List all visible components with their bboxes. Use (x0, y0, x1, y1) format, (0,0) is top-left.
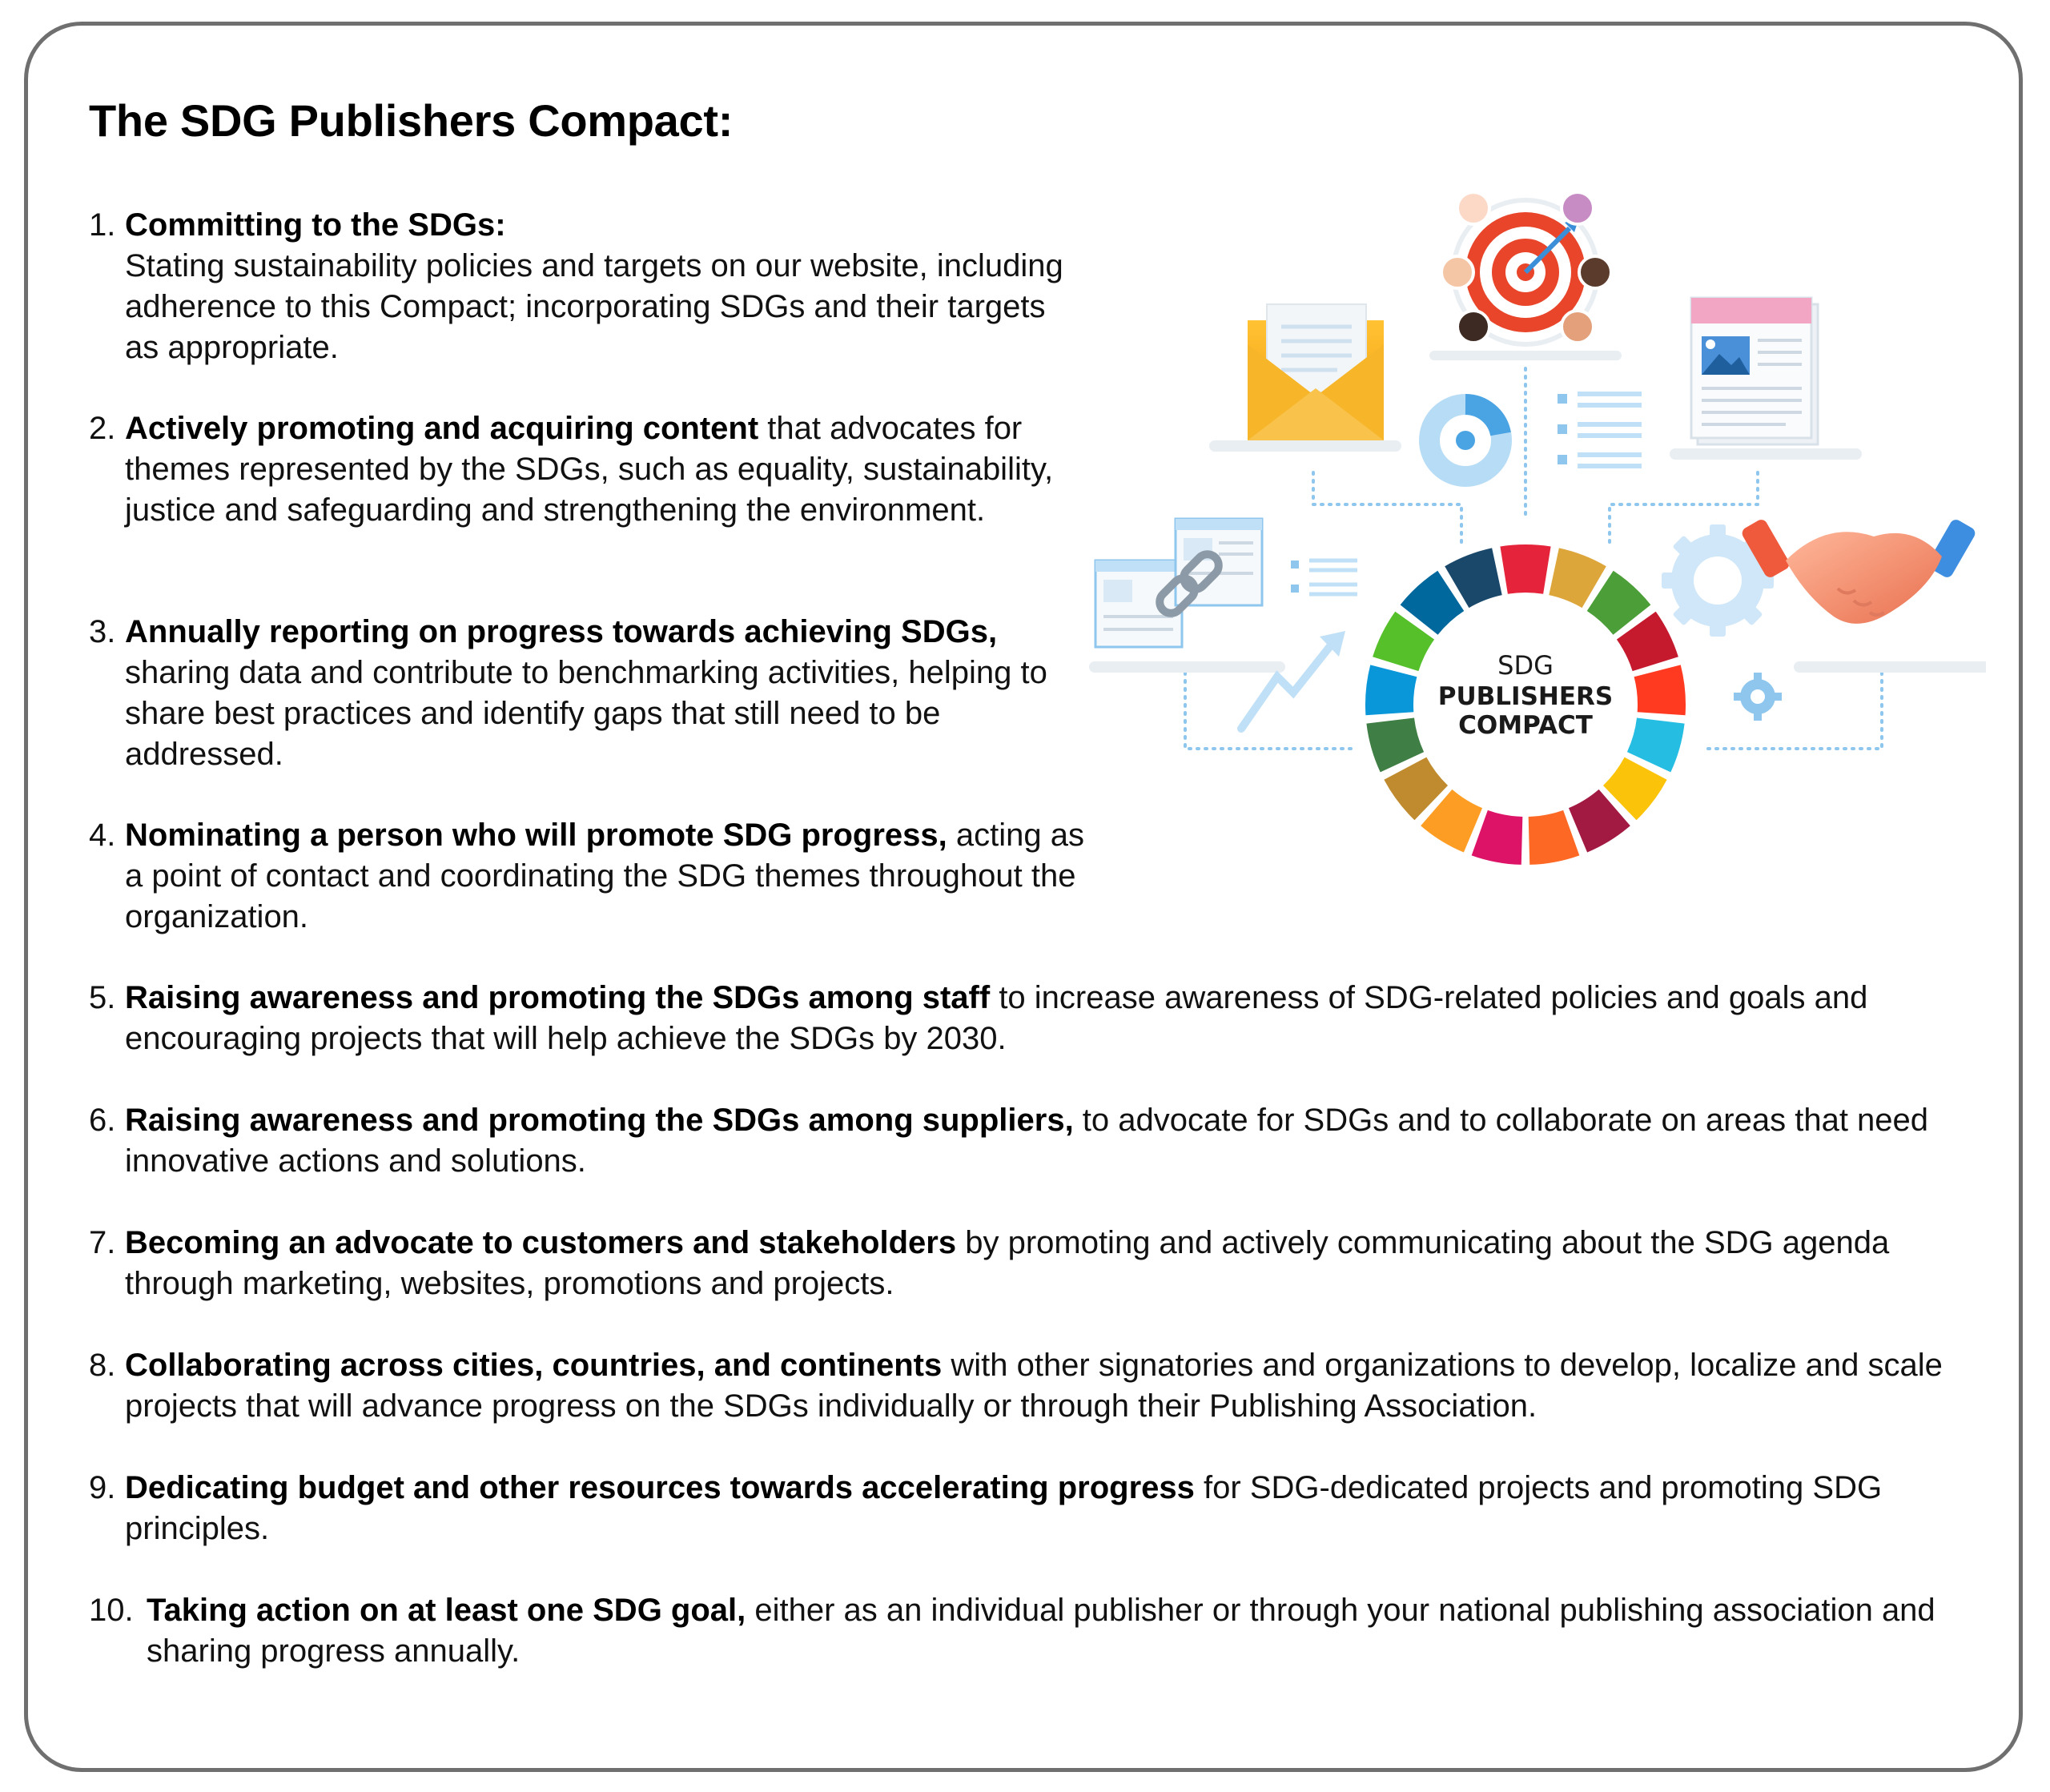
list-item (89, 1468, 1955, 1549)
item-heading: Dedicating budget and other resources towards accelerating progress (125, 1470, 1195, 1505)
item-text (125, 1100, 1955, 1182)
item-heading: Raising awareness and promoting the SDGs among suppliers, (125, 1103, 1074, 1138)
item-number: 3. (89, 614, 116, 649)
handshake-icon (1740, 517, 1977, 624)
item-text (125, 612, 1090, 775)
list-lines-icon (1291, 561, 1357, 594)
link-windows-icon (1095, 519, 1262, 647)
item-text (125, 1468, 1955, 1549)
item-heading: Taking action on at least one SDG goal, (147, 1593, 746, 1628)
item-description: with other signatories and organizations to develop, localize and scale projects that will advance progress on the SDGs individually or through their Publishing Association. (125, 1348, 1943, 1424)
list-item (89, 1100, 1955, 1182)
item-description: that advocates for themes represented by the SDGs, such as equality, sustainability, justice and safeguarding and strengthening the environment. (125, 411, 1054, 528)
item-description: to increase awareness of SDG-related policies and goals and encouraging projects that will help achieve the SDGs by 2030. (125, 980, 1868, 1056)
list-item (89, 1345, 1955, 1427)
item-heading: Raising awareness and promoting the SDGs among staff (125, 980, 991, 1015)
item-text (125, 408, 1090, 531)
envelope-icon (1248, 304, 1384, 440)
item-text (147, 1590, 1955, 1672)
item-number: 10. (89, 1593, 134, 1628)
item-description: by promoting and actively communicating about the SDG agenda through marketing, websites, promotions and projects. (125, 1225, 1890, 1301)
item-text (125, 815, 1090, 938)
item-number: 2. (89, 411, 116, 446)
item-number: 6. (89, 1103, 116, 1138)
logo-line-publishers: PUBLISHERS (1437, 682, 1614, 711)
item-text (125, 1223, 1955, 1304)
sdg-wheel-segment (1500, 544, 1550, 594)
list-item (89, 612, 1090, 775)
newspaper-icon (1691, 298, 1818, 444)
sdg-compact-illustration (1081, 184, 1986, 889)
item-number: 7. (89, 1225, 116, 1260)
logo-line-compact: COMPACT (1458, 711, 1593, 740)
item-description: sharing data and contribute to benchmarking activities, helping to share best practices and identify gaps that still need to be addressed. (125, 655, 1047, 772)
item-text (125, 1345, 1955, 1427)
logo-line-sdg: SDG (1497, 650, 1554, 681)
list-item (89, 1223, 1955, 1304)
list-item (89, 815, 1090, 938)
item-text (125, 978, 1955, 1059)
item-text (125, 205, 1074, 368)
list-item (89, 408, 1090, 531)
item-description: either as an individual publisher or through your national publishing association and sharing progress annually. (147, 1593, 1935, 1669)
list-item (89, 978, 1955, 1059)
item-number: 5. (89, 980, 116, 1015)
item-heading: Annually reporting on progress towards achieving SDGs, (125, 614, 998, 649)
item-description: Stating sustainability policies and targets on our website, including adherence to this Compact; incorporating SDGs and their targets as appropriate. (125, 248, 1063, 365)
gear-icon (1734, 673, 1782, 721)
illustration-svg (1081, 184, 1986, 889)
item-number: 4. (89, 818, 116, 853)
item-number: 8. (89, 1348, 116, 1383)
sdg-wheel-segment (1634, 665, 1686, 715)
item-description: for SDG-dedicated projects and promoting SDG principles. (125, 1470, 1883, 1546)
item-heading: Actively promoting and acquiring content (125, 411, 759, 446)
list-item (89, 1590, 1955, 1672)
item-description: to advocate for SDGs and to collaborate on areas that need innovative actions and solutions. (125, 1103, 1929, 1179)
item-number: 1. (89, 207, 116, 243)
donut-chart-icon (1429, 404, 1501, 476)
list-lines-icon (1558, 394, 1642, 466)
item-heading: Collaborating across cities, countries, and continents (125, 1348, 943, 1383)
sdg-wheel-segment (1472, 810, 1523, 865)
item-heading: Committing to the SDGs: (125, 207, 506, 243)
page-title: The SDG Publishers Compact: (89, 95, 734, 146)
target-icon (1441, 192, 1611, 344)
sdg-wheel-segment (1365, 665, 1417, 715)
item-heading: Nominating a person who will promote SDG progress, (125, 818, 947, 853)
item-heading: Becoming an advocate to customers and stakeholders (125, 1225, 957, 1260)
item-description: acting as a point of contact and coordinating the SDG themes throughout the organization. (125, 818, 1084, 934)
sdg-wheel-segment (1529, 810, 1580, 865)
trend-arrow-icon (1241, 631, 1345, 729)
item-number: 9. (89, 1470, 116, 1505)
list-item (89, 205, 1074, 368)
